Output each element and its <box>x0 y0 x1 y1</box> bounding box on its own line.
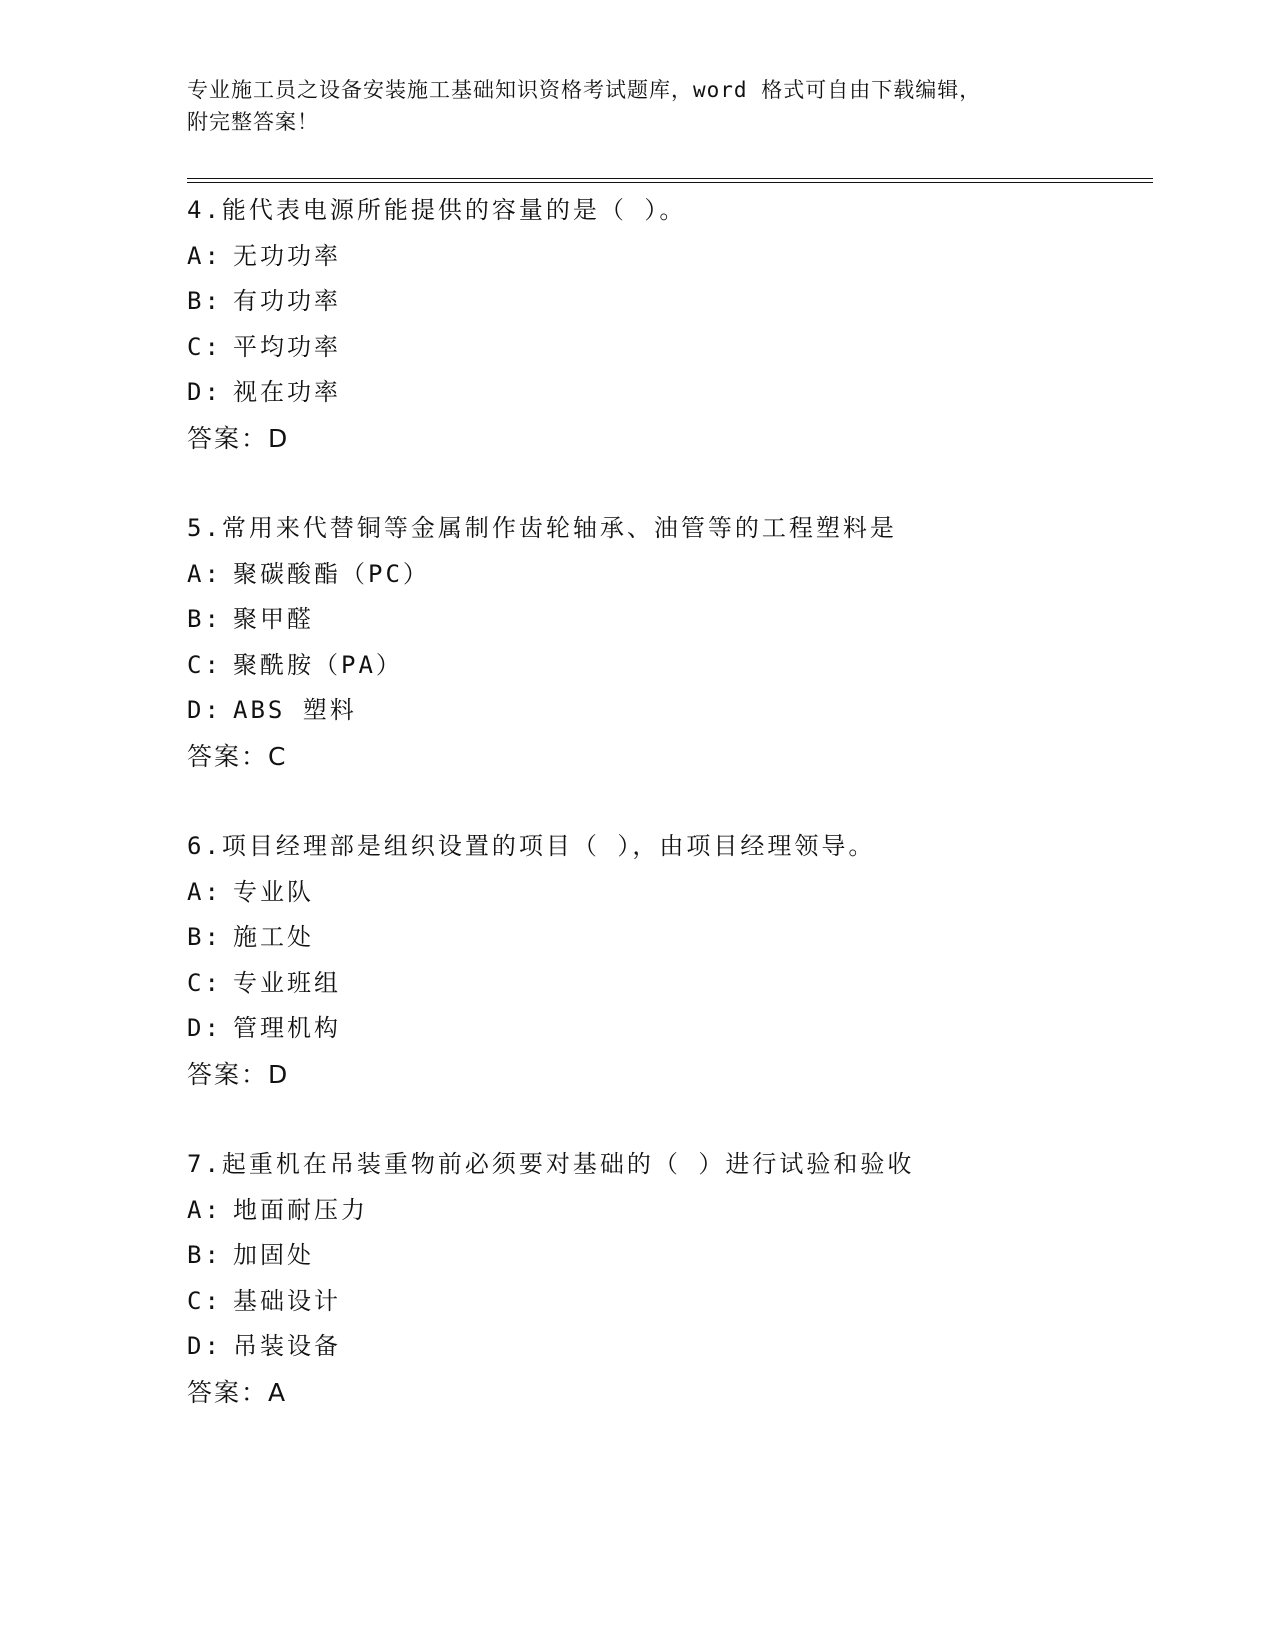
question-stem: 5.常用来代替铜等金属制作齿轮轴承、油管等的工程塑料是 <box>187 514 897 542</box>
option-a <box>187 1188 1147 1234</box>
question-list <box>187 188 1147 1460</box>
option-c <box>187 325 1147 371</box>
option-key: B: <box>187 923 222 951</box>
question-stem: 7.起重机在吊装重物前必须要对基础的（ ）进行试验和验收 <box>187 1150 915 1178</box>
option-key: D: <box>187 1332 222 1360</box>
option-b <box>187 279 1147 325</box>
question-6 <box>187 824 1147 1142</box>
option-text: 基础设计 <box>233 1286 341 1315</box>
option-text: 视在功率 <box>233 378 341 406</box>
option-text: 有功功率 <box>233 287 341 315</box>
option-c <box>187 961 1147 1007</box>
option-key: C: <box>187 332 222 361</box>
option-text: 无功功率 <box>233 241 341 270</box>
option-b <box>187 915 1147 961</box>
header-line-2: 附完整答案！ <box>187 110 319 134</box>
option-key: B: <box>187 287 222 315</box>
option-text: 加固处 <box>233 1241 314 1269</box>
answer: 答案：D <box>187 423 290 453</box>
option-text: ABS 塑料 <box>233 696 357 724</box>
option-key: D: <box>187 696 222 724</box>
header-line-1: 专业施工员之设备安装施工基础知识资格考试题库，word 格式可自由下载编辑， <box>187 78 982 102</box>
option-d <box>187 688 1147 734</box>
option-key: A: <box>187 241 222 270</box>
option-text: 专业队 <box>233 877 314 906</box>
option-key: C: <box>187 968 222 997</box>
option-d <box>187 370 1147 416</box>
option-c <box>187 643 1147 689</box>
option-key: C: <box>187 1286 222 1315</box>
option-text: 地面耐压力 <box>233 1195 368 1224</box>
option-key: A: <box>187 559 222 588</box>
question-stem: 6.项目经理部是组织设置的项目（ ），由项目经理领导。 <box>187 832 876 860</box>
option-d <box>187 1006 1147 1052</box>
question-5 <box>187 506 1147 824</box>
answer: 答案：A <box>187 1377 288 1407</box>
question-stem: 4.能代表电源所能提供的容量的是（ ）。 <box>187 196 687 224</box>
document-header <box>187 74 1087 138</box>
option-text: 平均功率 <box>233 332 341 361</box>
option-text: 吊装设备 <box>233 1332 341 1360</box>
option-key: A: <box>187 877 222 906</box>
option-text: 聚碳酸酯（PC） <box>233 559 430 588</box>
header-divider-top <box>187 178 1153 179</box>
option-key: B: <box>187 1241 222 1269</box>
option-key: D: <box>187 1014 222 1042</box>
option-text: 聚甲醛 <box>233 605 314 633</box>
option-a <box>187 870 1147 916</box>
header-divider-bottom <box>187 182 1153 183</box>
option-key: A: <box>187 1195 222 1224</box>
answer: 答案：D <box>187 1059 290 1089</box>
option-a <box>187 552 1147 598</box>
option-text: 施工处 <box>233 923 314 951</box>
option-key: D: <box>187 378 222 406</box>
question-7 <box>187 1142 1147 1460</box>
answer: 答案：C <box>187 741 288 771</box>
option-c <box>187 1279 1147 1325</box>
option-text: 聚酰胺（PA） <box>233 650 403 679</box>
option-a <box>187 234 1147 280</box>
option-text: 专业班组 <box>233 968 341 997</box>
option-key: C: <box>187 650 222 679</box>
option-b <box>187 597 1147 643</box>
question-4 <box>187 188 1147 506</box>
option-d <box>187 1324 1147 1370</box>
option-b <box>187 1233 1147 1279</box>
option-text: 管理机构 <box>233 1014 341 1042</box>
option-key: B: <box>187 605 222 633</box>
